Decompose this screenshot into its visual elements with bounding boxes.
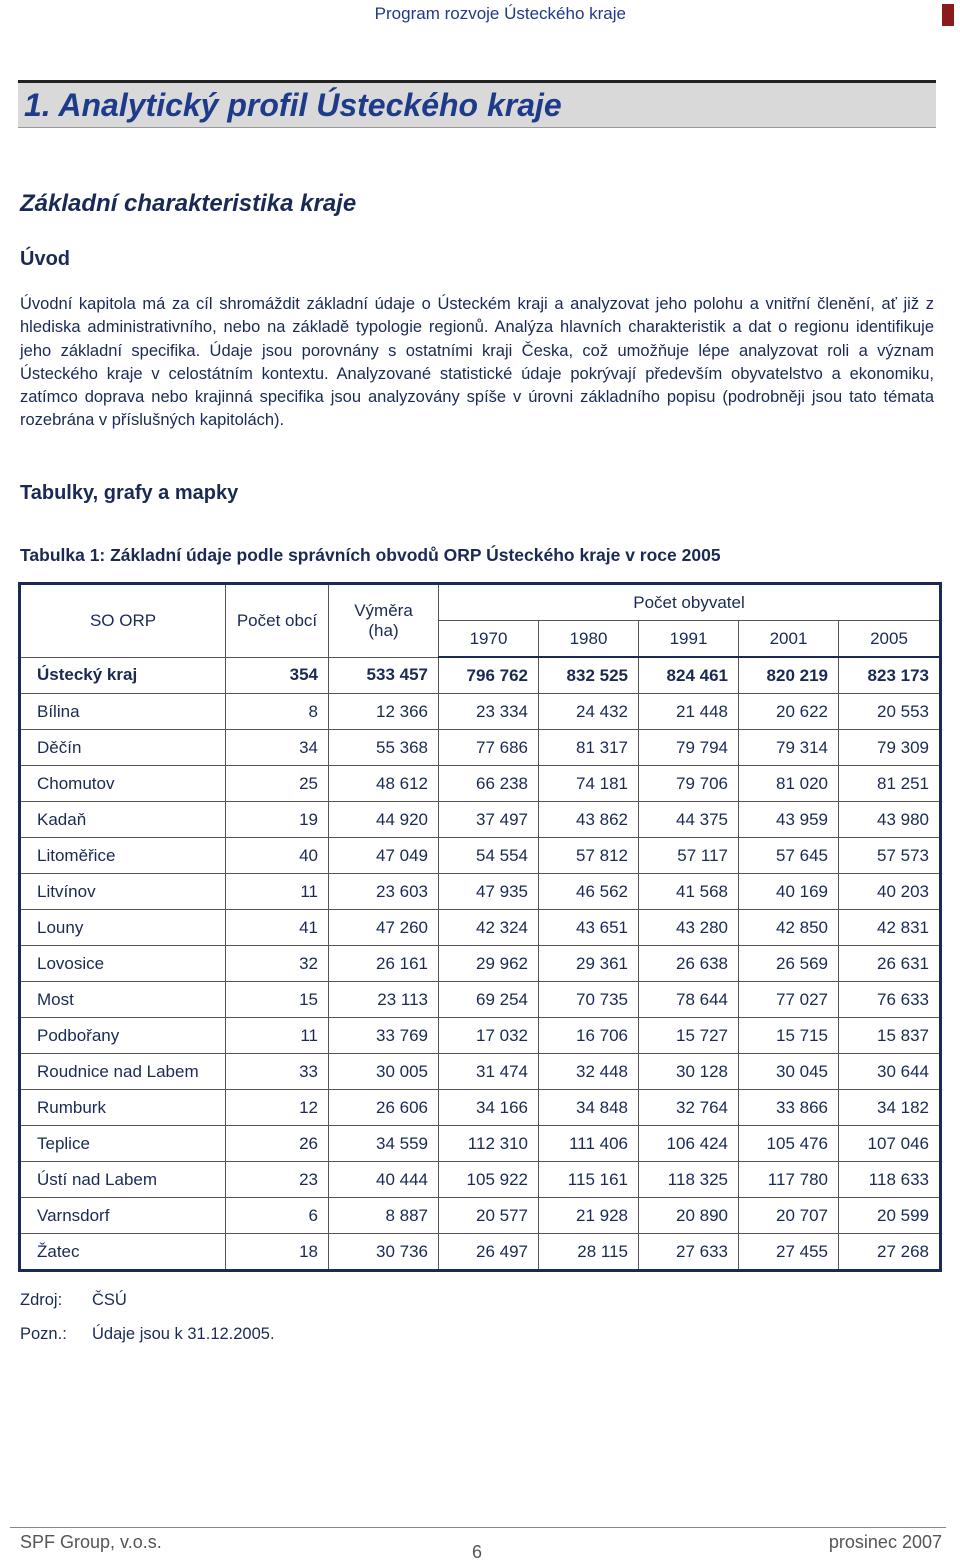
value-cell: 46 562 <box>539 874 639 910</box>
value-cell: 824 461 <box>639 657 739 694</box>
header-year: 1980 <box>539 621 639 658</box>
value-cell: 23 <box>226 1162 329 1198</box>
orp-name-cell: Varnsdorf <box>20 1198 226 1234</box>
value-cell: 111 406 <box>539 1126 639 1162</box>
value-cell: 81 317 <box>539 730 639 766</box>
table-row <box>20 1234 941 1271</box>
value-cell: 26 497 <box>439 1234 539 1271</box>
value-cell: 11 <box>226 1018 329 1054</box>
value-cell: 16 706 <box>539 1018 639 1054</box>
header-accent-mark <box>942 4 954 26</box>
value-cell: 42 324 <box>439 910 539 946</box>
value-cell: 26 <box>226 1126 329 1162</box>
value-cell: 79 706 <box>639 766 739 802</box>
value-cell: 40 203 <box>839 874 941 910</box>
header-year: 1991 <box>639 621 739 658</box>
table-row <box>20 1054 941 1090</box>
value-cell: 40 444 <box>329 1162 439 1198</box>
source-label: Zdroj: <box>20 1290 63 1309</box>
value-cell: 112 310 <box>439 1126 539 1162</box>
value-cell: 12 366 <box>329 694 439 730</box>
footer-date: prosinec 2007 <box>828 1532 942 1552</box>
value-cell: 42 831 <box>839 910 941 946</box>
table-row <box>20 802 941 838</box>
value-cell: 34 559 <box>329 1126 439 1162</box>
value-cell: 79 314 <box>739 730 839 766</box>
value-cell: 27 268 <box>839 1234 941 1271</box>
value-cell: 47 049 <box>329 838 439 874</box>
value-cell: 20 599 <box>839 1198 941 1234</box>
source-value: ČSÚ <box>92 1290 127 1309</box>
value-cell: 66 238 <box>439 766 539 802</box>
value-cell: 26 638 <box>639 946 739 982</box>
value-cell: 8 887 <box>329 1198 439 1234</box>
value-cell: 30 128 <box>639 1054 739 1090</box>
header-pocet-obci: Počet obcí <box>226 584 329 658</box>
value-cell: 823 173 <box>839 657 941 694</box>
value-cell: 118 633 <box>839 1162 941 1198</box>
value-cell: 47 935 <box>439 874 539 910</box>
value-cell: 81 251 <box>839 766 941 802</box>
orp-name-cell: Žatec <box>20 1234 226 1271</box>
chapter-title: 1. Analytický profil Ústeckého kraje <box>24 87 562 123</box>
value-cell: 57 117 <box>639 838 739 874</box>
value-cell: 41 568 <box>639 874 739 910</box>
value-cell: 43 980 <box>839 802 941 838</box>
value-cell: 55 368 <box>329 730 439 766</box>
value-cell: 70 735 <box>539 982 639 1018</box>
header-pocet-obyvatel: Počet obyvatel <box>439 584 941 621</box>
value-cell: 533 457 <box>329 657 439 694</box>
value-cell: 32 448 <box>539 1054 639 1090</box>
value-cell: 19 <box>226 802 329 838</box>
value-cell: 18 <box>226 1234 329 1271</box>
note-label: Pozn.: <box>20 1324 67 1343</box>
value-cell: 23 603 <box>329 874 439 910</box>
orp-name-cell: Ústí nad Labem <box>20 1162 226 1198</box>
value-cell: 69 254 <box>439 982 539 1018</box>
value-cell: 30 045 <box>739 1054 839 1090</box>
value-cell: 34 166 <box>439 1090 539 1126</box>
value-cell: 43 862 <box>539 802 639 838</box>
page-number: 6 <box>472 1542 483 1562</box>
value-cell: 29 361 <box>539 946 639 982</box>
value-cell: 20 890 <box>639 1198 739 1234</box>
value-cell: 28 115 <box>539 1234 639 1271</box>
orp-name-cell: Litoměřice <box>20 838 226 874</box>
table-row <box>20 838 941 874</box>
value-cell: 79 794 <box>639 730 739 766</box>
header-year: 2001 <box>739 621 839 658</box>
section-title: Základní charakteristika kraje <box>20 190 357 217</box>
value-cell: 43 651 <box>539 910 639 946</box>
value-cell: 81 020 <box>739 766 839 802</box>
value-cell: 77 686 <box>439 730 539 766</box>
value-cell: 74 181 <box>539 766 639 802</box>
table-row <box>20 946 941 982</box>
footer-company: SPF Group, v.o.s. <box>20 1532 162 1552</box>
value-cell: 37 497 <box>439 802 539 838</box>
value-cell: 44 375 <box>639 802 739 838</box>
value-cell: 34 <box>226 730 329 766</box>
value-cell: 15 <box>226 982 329 1018</box>
value-cell: 30 644 <box>839 1054 941 1090</box>
value-cell: 48 612 <box>329 766 439 802</box>
value-cell: 32 <box>226 946 329 982</box>
value-cell: 57 645 <box>739 838 839 874</box>
value-cell: 20 622 <box>739 694 839 730</box>
value-cell: 79 309 <box>839 730 941 766</box>
value-cell: 354 <box>226 657 329 694</box>
orp-name-cell: Roudnice nad Labem <box>20 1054 226 1090</box>
value-cell: 43 280 <box>639 910 739 946</box>
value-cell: 21 448 <box>639 694 739 730</box>
value-cell: 11 <box>226 874 329 910</box>
value-cell: 15 727 <box>639 1018 739 1054</box>
value-cell: 117 780 <box>739 1162 839 1198</box>
note-value: Údaje jsou k 31.12.2005. <box>92 1324 275 1343</box>
table-row <box>20 1126 941 1162</box>
value-cell: 107 046 <box>839 1126 941 1162</box>
value-cell: 31 474 <box>439 1054 539 1090</box>
header-so-orp: SO ORP <box>20 584 226 658</box>
value-cell: 33 866 <box>739 1090 839 1126</box>
orp-name-cell: Lovosice <box>20 946 226 982</box>
chapter-banner <box>18 80 936 128</box>
table-notes <box>20 1283 275 1351</box>
value-cell: 32 764 <box>639 1090 739 1126</box>
value-cell: 34 182 <box>839 1090 941 1126</box>
value-cell: 42 850 <box>739 910 839 946</box>
orp-name-cell: Podbořany <box>20 1018 226 1054</box>
table-row <box>20 694 941 730</box>
value-cell: 17 032 <box>439 1018 539 1054</box>
table-row <box>20 1018 941 1054</box>
header-vymera: Výměra (ha) <box>329 584 439 658</box>
orp-name-cell: Bílina <box>20 694 226 730</box>
value-cell: 12 <box>226 1090 329 1126</box>
value-cell: 30 005 <box>329 1054 439 1090</box>
value-cell: 29 962 <box>439 946 539 982</box>
orp-name-cell: Ústecký kraj <box>20 657 226 694</box>
table-caption: Tabulka 1: Základní údaje podle správních obvodů ORP Ústeckého kraje v roce 2005 <box>20 545 721 565</box>
value-cell: 43 959 <box>739 802 839 838</box>
orp-name-cell: Kadaň <box>20 802 226 838</box>
subsection-title: Úvod <box>20 248 70 270</box>
table-row <box>20 730 941 766</box>
value-cell: 23 334 <box>439 694 539 730</box>
table-row <box>20 1198 941 1234</box>
value-cell: 33 <box>226 1054 329 1090</box>
value-cell: 30 736 <box>329 1234 439 1271</box>
value-cell: 40 <box>226 838 329 874</box>
value-cell: 26 161 <box>329 946 439 982</box>
table-row <box>20 766 941 802</box>
header-year: 2005 <box>839 621 941 658</box>
orp-name-cell: Chomutov <box>20 766 226 802</box>
value-cell: 796 762 <box>439 657 539 694</box>
value-cell: 20 553 <box>839 694 941 730</box>
value-cell: 105 476 <box>739 1126 839 1162</box>
intro-paragraph: Úvodní kapitola má za cíl shromáždit základní údaje o Ústeckém kraji a analyzovat jeho polohu a vnitřní členění, ať již z hlediska administrativního, nebo na základě typologie regionů. Analýza hlavních charakteristik a dat o regionu identifikuje jeho základní specifika. Údaje jsou porovnány s ostatními kraji Česka, což umožňuje lépe analyzovat roli a význam Ústeckého kraje v celostátním kontextu. Analyzované statistické údaje pokrývají především obyvatelstvo a ekonomiku, zatímco doprava nebo krajinná specifika jsou analyzovány spíše v úrovni základního popisu (podrobněji jsou tato témata rozebrána v příslušných kapitolách). <box>20 295 934 430</box>
value-cell: 34 848 <box>539 1090 639 1126</box>
orp-name-cell: Louny <box>20 910 226 946</box>
value-cell: 832 525 <box>539 657 639 694</box>
value-cell: 57 812 <box>539 838 639 874</box>
value-cell: 57 573 <box>839 838 941 874</box>
value-cell: 54 554 <box>439 838 539 874</box>
value-cell: 23 113 <box>329 982 439 1018</box>
table-row <box>20 910 941 946</box>
orp-name-cell: Most <box>20 982 226 1018</box>
orp-data-table <box>18 582 942 1272</box>
value-cell: 33 769 <box>329 1018 439 1054</box>
value-cell: 24 432 <box>539 694 639 730</box>
orp-name-cell: Teplice <box>20 1126 226 1162</box>
header-year: 1970 <box>439 621 539 658</box>
value-cell: 20 577 <box>439 1198 539 1234</box>
table-row <box>20 1162 941 1198</box>
value-cell: 76 633 <box>839 982 941 1018</box>
orp-name-cell: Rumburk <box>20 1090 226 1126</box>
value-cell: 21 928 <box>539 1198 639 1234</box>
table-body <box>20 657 941 1271</box>
value-cell: 27 633 <box>639 1234 739 1271</box>
orp-name-cell: Litvínov <box>20 874 226 910</box>
table-row <box>20 1090 941 1126</box>
value-cell: 47 260 <box>329 910 439 946</box>
value-cell: 20 707 <box>739 1198 839 1234</box>
value-cell: 26 569 <box>739 946 839 982</box>
value-cell: 41 <box>226 910 329 946</box>
running-header: Program rozvoje Ústeckého kraje <box>374 4 626 23</box>
orp-name-cell: Děčín <box>20 730 226 766</box>
value-cell: 26 631 <box>839 946 941 982</box>
footer-divider <box>10 1527 946 1528</box>
value-cell: 118 325 <box>639 1162 739 1198</box>
table-row <box>20 657 941 694</box>
table-row <box>20 982 941 1018</box>
value-cell: 25 <box>226 766 329 802</box>
value-cell: 15 837 <box>839 1018 941 1054</box>
value-cell: 115 161 <box>539 1162 639 1198</box>
value-cell: 44 920 <box>329 802 439 838</box>
value-cell: 106 424 <box>639 1126 739 1162</box>
tables-heading: Tabulky, grafy a mapky <box>20 482 239 504</box>
value-cell: 78 644 <box>639 982 739 1018</box>
table-row <box>20 874 941 910</box>
value-cell: 15 715 <box>739 1018 839 1054</box>
value-cell: 8 <box>226 694 329 730</box>
value-cell: 77 027 <box>739 982 839 1018</box>
value-cell: 105 922 <box>439 1162 539 1198</box>
value-cell: 40 169 <box>739 874 839 910</box>
value-cell: 820 219 <box>739 657 839 694</box>
value-cell: 6 <box>226 1198 329 1234</box>
value-cell: 27 455 <box>739 1234 839 1271</box>
value-cell: 26 606 <box>329 1090 439 1126</box>
